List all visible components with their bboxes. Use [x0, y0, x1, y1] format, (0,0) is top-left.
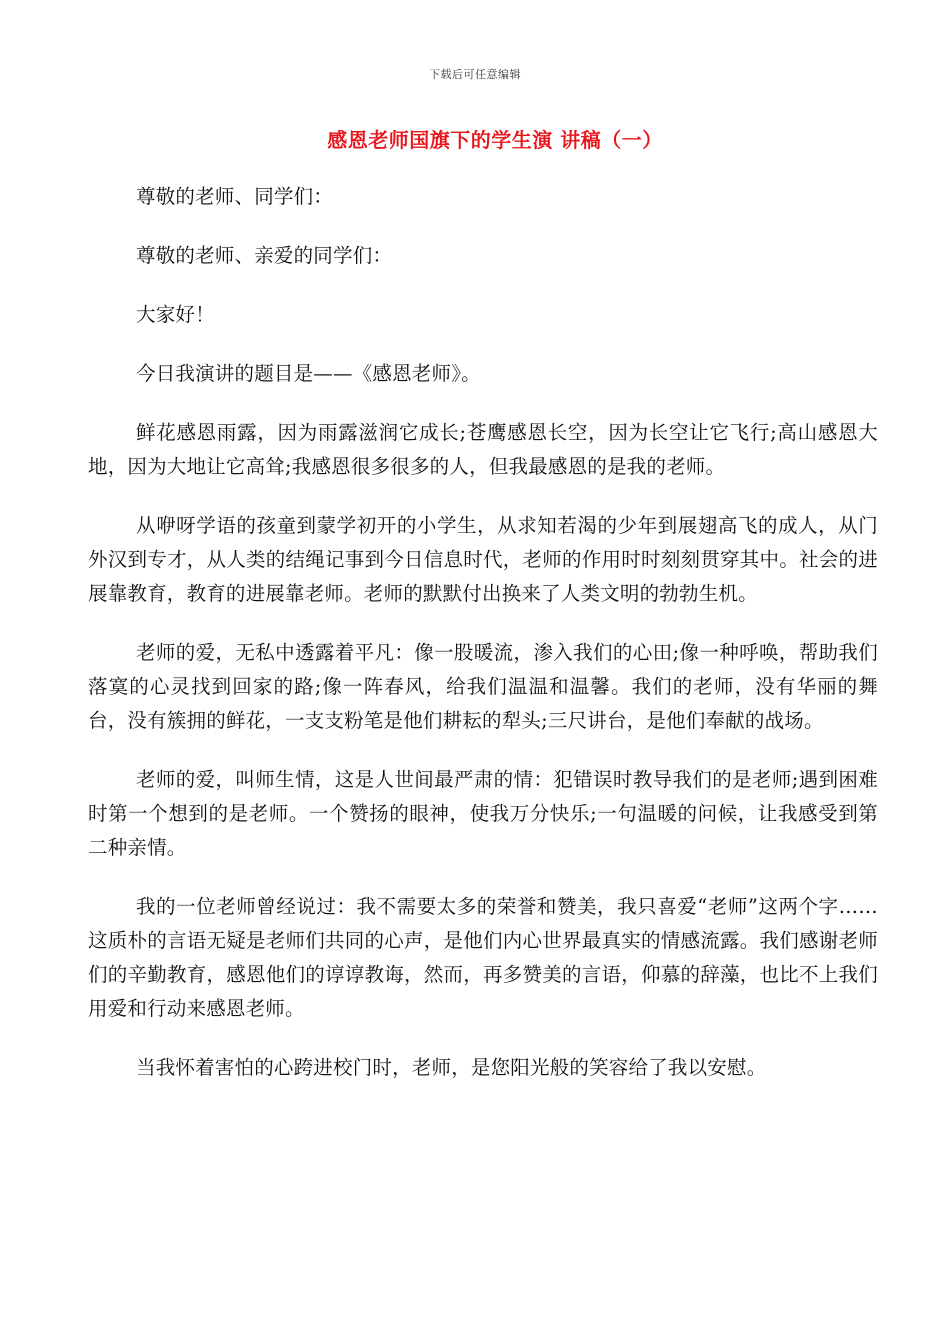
paragraph-greeting: 大家好！: [136, 303, 215, 326]
header-note: 下载后可任意编辑: [429, 68, 521, 81]
paragraph-salutation-1: 尊敬的老师、同学们：: [136, 185, 334, 208]
paragraph-body: 我的一位老师曾经说过：我不需要太多的荣誉和赞美，我只喜爱“老师”这两个字……这质朴的言语无疑是老师们共同的心声，是他们内心世界最真实的情感流露。我们感谢老师们的辛勤教育，感恩他们的谆谆教诲，然而，再多赞美的言语，仰慕的辞藻，也比不上我们用爱和行动来感恩老师。: [88, 895, 878, 1020]
paragraph-topic: 今日我演讲的题目是——《感恩老师》。: [136, 362, 481, 385]
document-title: 感恩老师国旗下的学生演 讲稿（一）: [327, 128, 663, 152]
paragraph-body: 鲜花感恩雨露，因为雨露滋润它成长;苍鹰感恩长空，因为长空让它飞行;高山感恩大地，因为大地让它高耸;我感恩很多很多的人，但我最感恩的是我的老师。: [88, 421, 878, 478]
document-body: [88, 180, 878, 1110]
paragraph-body: 当我怀着害怕的心跨进校门时，老师，是您阳光般的笑容给了我以安慰。: [136, 1056, 767, 1079]
paragraph-salutation-2: 尊敬的老师、亲爱的同学们：: [136, 244, 393, 267]
paragraph-body: 从咿呀学语的孩童到蒙学初开的小学生，从求知若渴的少年到展翅高飞的成人，从门外汉到专才，从人类的结绳记事到今日信息时代，老师的作用时时刻刻贯穿其中。社会的进展靠教育，教育的进展靠老师。老师的默默付出换来了人类文明的勃勃生机。: [88, 514, 878, 605]
paragraph-body: 老师的爱，无私中透露着平凡：像一股暖流，渗入我们的心田;像一种呼唤，帮助我们落寞的心灵找到回家的路;像一阵春风，给我们温温和温馨。我们的老师，没有华丽的舞台，没有簇拥的鲜花，一支支粉笔是他们耕耘的犁头;三尺讲台，是他们奉献的战场。: [88, 641, 878, 732]
paragraph-body: 老师的爱，叫师生情，这是人世间最严肃的情：犯错误时教导我们的是老师;遇到困难时第一个想到的是老师。一个赞扬的眼神，使我万分快乐;一句温暖的问候，让我感受到第二种亲情。: [88, 768, 878, 859]
